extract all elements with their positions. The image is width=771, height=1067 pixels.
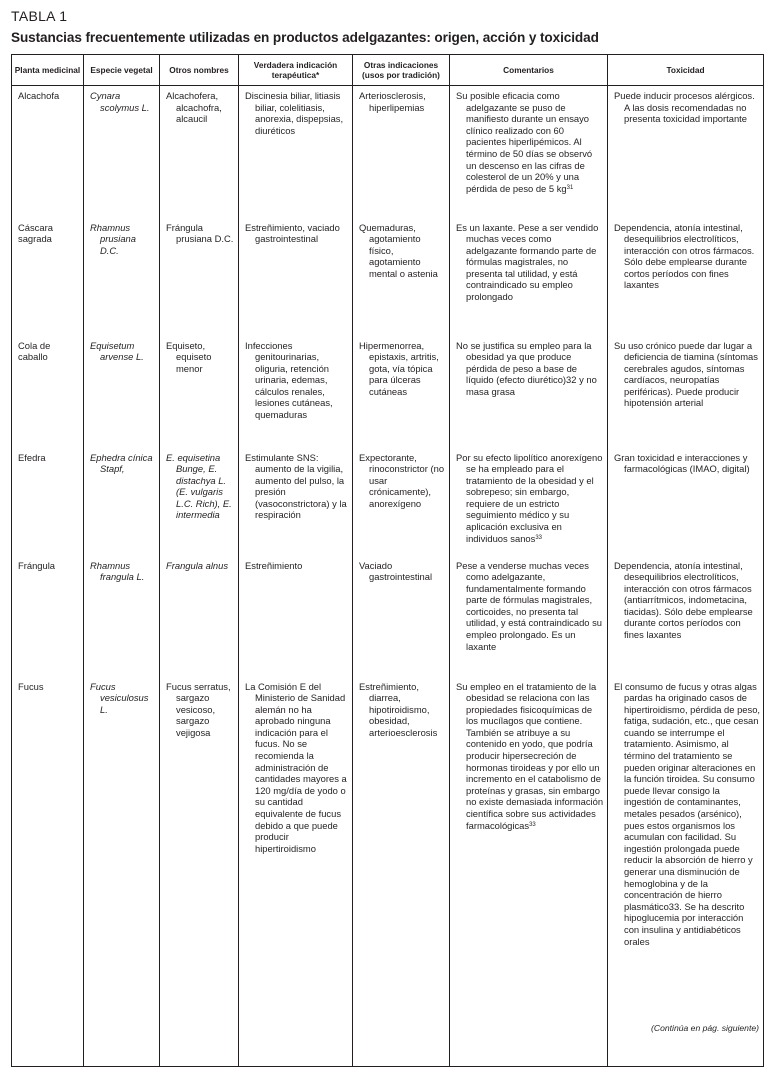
comentarios-body: Su posible eficacia como adelgazante se puso de manifiesto durante un ensayo clínico realizado con 60 pacientes hiperlipémicos. Al término de 50 días se observó un descenso en las cifras de colesterol de un 20% y una pérdida de peso de 5 kg [456, 90, 593, 194]
cell-comentarios [450, 448, 608, 556]
comentarios-body: No se justifica su empleo para la obesidad ya que produce pérdida de peso a base de líquido (efecto diurético)32 y no masa grasa [456, 339, 597, 397]
cell-indicacion [239, 336, 353, 448]
otras-text: Estreñimiento, diarrea, hipotiroidismo, obesidad, arterioesclerosis [359, 680, 438, 738]
cell-otras [353, 218, 450, 336]
continuation-note: (Continúa en pág. siguiente) [651, 1023, 759, 1033]
cell-planta [12, 86, 84, 218]
planta-text: Alcachofa [18, 90, 60, 101]
table-row [12, 677, 764, 1067]
cell-especie [84, 218, 160, 336]
otros-text: Alcachofera, alcachofra, alcaucil [166, 90, 222, 125]
cell-comentarios [450, 556, 608, 677]
toxicidad-body: Gran toxicidad e interacciones y farmacológicas (IMAO, digital) [614, 451, 750, 475]
table-row [12, 336, 764, 448]
toxicidad-text [614, 681, 760, 948]
comentarios-ref: 33 [535, 534, 543, 541]
header-toxicidad: Toxicidad [608, 55, 764, 86]
otras-text: Vaciado gastrointestinal [359, 559, 433, 583]
planta-text: Efedra [18, 451, 46, 463]
comentarios-ref: 33 [529, 821, 536, 828]
cell-otras [353, 448, 450, 556]
cell-otras [353, 556, 450, 677]
cell-indicacion [239, 218, 353, 336]
comentarios-text [456, 222, 604, 303]
especie-text: Rhamnus frangula L. [90, 559, 145, 583]
otros-text: Frángula prusiana D.C. [166, 221, 234, 245]
toxicidad-text [614, 222, 760, 292]
planta-text: Frángula [18, 559, 56, 571]
cell-indicacion [239, 86, 353, 218]
toxicidad-text [614, 90, 760, 125]
indicacion-text: Estimulante SNS: aumento de la vigilia, aumento del pulso, la presión (vasoconstrictora) y la respiración [245, 451, 347, 521]
header-comentarios: Comentarios [450, 55, 608, 86]
cell-toxicidad [608, 677, 764, 1067]
toxicidad-text [614, 452, 760, 475]
cell-planta [12, 556, 84, 677]
toxicidad-text [614, 560, 760, 641]
cell-planta [12, 218, 84, 336]
cell-especie [84, 336, 160, 448]
table-title: Sustancias frecuentemente utilizadas en productos adelgazantes: origen, acción y toxicidad [11, 30, 599, 45]
cell-indicacion [239, 448, 353, 556]
comentarios-text [456, 90, 604, 194]
comentarios-text [456, 452, 604, 545]
comentarios-body: Pese a venderse muchas veces como adelgazante, fundamentalmente formando parte de fórmulas magistrales, corticoides, no presenta tal utilidad, y está contraindicado su empleo prolongado. Es un laxante [456, 559, 603, 652]
toxicidad-body: Su uso crónico puede dar lugar a deficiencia de tiamina (síntomas cerebrales agudos, síntomas cardíacos, neuropatías periféricas). Puede producir hipotensión arterial [614, 339, 758, 409]
especie-text: Equisetum arvense L. [90, 339, 144, 363]
cell-otros [160, 677, 239, 1067]
comentarios-body: Es un laxante. Pese a ser vendido muchas veces como adelgazante formando parte de fórmulas magistrales, no presenta tal utilidad, y está contraindicado su empleo prolongado [456, 221, 599, 303]
comentarios-body: Su empleo en el tratamiento de la obesidad se relaciona con las propiedades fisicoquímicas de los mucílagos que contiene. También se atribuye a su contenido en yodo, que podría producir hipersecreción de hormonas tiroideas y por ello un incremento en el catabolismo de proteínas y grasas, sin embargo no existe demasiada información científica sobre sus actividades farmacológicas [456, 680, 604, 831]
indicacion-text: La Comisión E del Ministerio de Sanidad alemán no ha aprobado ninguna indicación para el fucus. No se recomienda la administración de cantidades mayores a 120 mg/día de yodo o su cantidad equivalente de fucus debido a que puede producir hipertiroidismo [245, 680, 347, 854]
especie-text: Rhamnus prusiana D.C. [90, 221, 136, 256]
table-label: TABLA 1 [11, 8, 68, 24]
toxicidad-body: Dependencia, atonía intestinal, desequilibrios electrolíticos, interacción con otros fármacos (antiarrítmicos, indometacina, tiacidas). Sólo debe emplearse durante cortos períodos con fines laxantes [614, 559, 753, 641]
cell-otros [160, 336, 239, 448]
cell-toxicidad [608, 448, 764, 556]
otros-text: E. equisetina Bunge, E. distachya L. (E. vulgaris L.C. Rich), E. intermedia [166, 451, 232, 521]
especie-text: Ephedra cínica Stapf, [90, 451, 153, 475]
comentarios-body: Por su efecto lipolítico anorexígeno se ha empleado para el tratamiento de la obesidad y el sobrepeso; sin embargo, requiere de un estricto seguimiento médico y su aplicación exclusiva en individuos sanos [456, 451, 603, 544]
planta-text: Fucus [18, 680, 44, 692]
cell-comentarios [450, 86, 608, 218]
table-row [12, 218, 764, 336]
cell-planta [12, 677, 84, 1067]
otros-text: Fucus serratus, sargazo vesicoso, sargazo vejigosa [166, 680, 231, 738]
cell-toxicidad [608, 336, 764, 448]
otras-text: Arteriosclerosis, hiperlipemias [359, 90, 426, 113]
cell-comentarios [450, 218, 608, 336]
especie-text: Cynara scolymus L. [90, 90, 150, 113]
especie-text: Fucus vesiculosus L. [90, 680, 149, 715]
indicacion-text: Discinesia biliar, litiasis biliar, colelitiasis, anorexia, dispepsias, diuréticos [245, 90, 344, 136]
header-row [12, 55, 764, 86]
planta-text: Cola de caballo [18, 339, 51, 363]
otras-text: Quemaduras, agotamiento físico, agotamiento mental o astenia [359, 221, 438, 279]
cell-especie [84, 556, 160, 677]
toxicidad-body: Puede inducir procesos alérgicos. A las dosis recomendadas no presenta toxicidad importante [614, 90, 755, 125]
indicacion-text: Estreñimiento [245, 559, 303, 571]
otras-text: Expectorante, rinoconstrictor (no usar crónicamente), anorexígeno [359, 451, 445, 509]
toxicidad-body: Dependencia, atonía intestinal, desequilibrios electrolíticos, interacción con otros fármacos. Sólo debe emplearse durante cortos períodos con fines laxantes [614, 221, 755, 291]
header-otros: Otros nombres [160, 55, 239, 86]
cell-otros [160, 448, 239, 556]
comentarios-text [456, 340, 604, 398]
cell-indicacion [239, 677, 353, 1067]
cell-otras [353, 336, 450, 448]
toxicidad-text [614, 340, 760, 410]
cell-toxicidad [608, 86, 764, 218]
table-row [12, 86, 764, 218]
cell-indicacion [239, 556, 353, 677]
cell-planta [12, 448, 84, 556]
header-planta: Planta medicinal [12, 55, 84, 86]
otros-text: Frangula alnus [166, 559, 229, 571]
cell-comentarios [450, 677, 608, 1067]
cell-toxicidad [608, 556, 764, 677]
cell-otros [160, 556, 239, 677]
comentarios-text [456, 681, 604, 832]
cell-especie [84, 448, 160, 556]
cell-comentarios [450, 336, 608, 448]
cell-otras [353, 677, 450, 1067]
toxicidad-body: El consumo de fucus y otras algas pardas ha originado casos de hipertiroidismo, pérdida de peso, fatiga, sudación, etc., que cesan cuando se interrumpe el tratamiento. Asimismo, al término del tratamiento se pueden originar alteraciones en la función tiroidea. Su consumo puede llevar consigo la ingestión de contaminantes, metales pesados (arsénico), pues estos organismos los acumulan con facilidad. Su ingestión prolongada puede reducir la absorción de hierro y generar una disminución de hemoglobina y de la concentración de hierro plasmático33. Se ha descrito hipoglucemia por interacción con insulina y antidiabéticos orales [614, 680, 761, 947]
comentarios-text [456, 560, 604, 653]
indicacion-text: Infecciones genitourinarias, oliguria, retención urinaria, edemas, cálculos renales, lesiones cutáneas, quemaduras [245, 339, 333, 421]
otros-text: Equiseto, equiseto menor [166, 339, 212, 374]
indicacion-text: Estreñimiento, vaciado gastrointestinal [245, 221, 340, 245]
comentarios-ref: 31 [566, 184, 574, 191]
cell-especie [84, 86, 160, 218]
header-otras: Otras indicaciones (usos por tradición) [353, 55, 450, 86]
cell-planta [12, 336, 84, 448]
table-row [12, 448, 764, 556]
table-row [12, 556, 764, 677]
otras-text: Hipermenorrea, epistaxis, artritis, gota, vía tópica para úlceras cutáneas [359, 339, 439, 397]
cell-toxicidad [608, 218, 764, 336]
header-indicacion: Verdadera indicación terapéutica* [239, 55, 353, 86]
planta-text: Cáscara sagrada [18, 221, 53, 245]
header-especie: Especie vegetal [84, 55, 160, 86]
substances-table [11, 54, 764, 1067]
cell-otros [160, 218, 239, 336]
cell-especie [84, 677, 160, 1067]
cell-otras [353, 86, 450, 218]
cell-otros [160, 86, 239, 218]
